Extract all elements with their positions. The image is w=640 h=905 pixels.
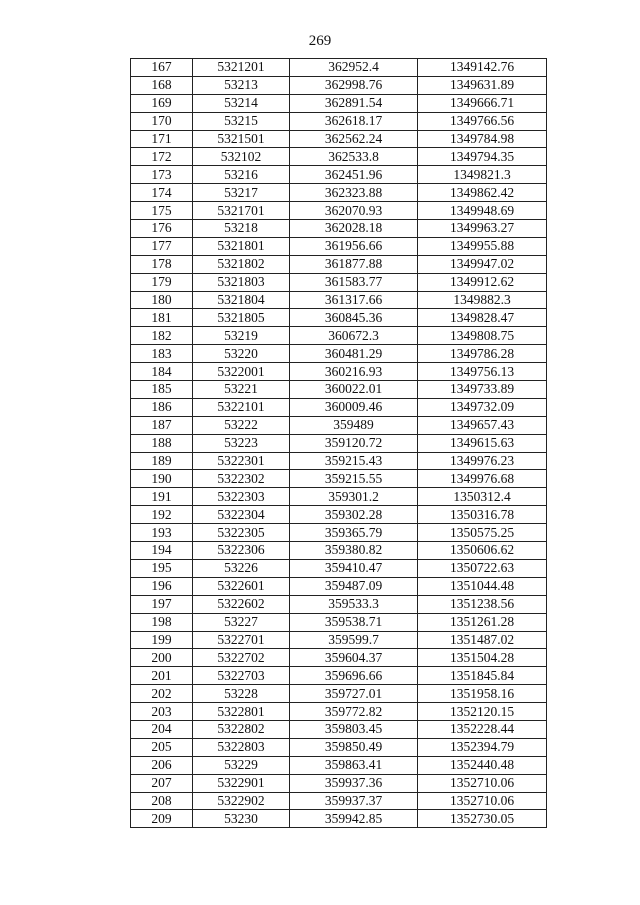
- table-row: [131, 756, 547, 774]
- row-number-cell: 168: [131, 76, 193, 94]
- point-id-cell: 5322306: [193, 542, 290, 560]
- x-coordinate-cell: 359120.72: [290, 434, 418, 452]
- x-coordinate-cell: 359942.85: [290, 810, 418, 828]
- table-row: [131, 327, 547, 345]
- x-coordinate-cell: 361956.66: [290, 237, 418, 255]
- row-number-cell: 191: [131, 488, 193, 506]
- point-id-cell: 53221: [193, 381, 290, 399]
- point-id-cell: 53220: [193, 345, 290, 363]
- x-coordinate-cell: 359365.79: [290, 524, 418, 542]
- x-coordinate-cell: 359727.01: [290, 685, 418, 703]
- x-coordinate-cell: 361317.66: [290, 291, 418, 309]
- row-number-cell: 197: [131, 595, 193, 613]
- row-number-cell: 200: [131, 649, 193, 667]
- x-coordinate-cell: 359599.7: [290, 631, 418, 649]
- table-row: [131, 434, 547, 452]
- y-coordinate-cell: 1349657.43: [418, 416, 547, 434]
- table-row: [131, 452, 547, 470]
- point-id-cell: 5322101: [193, 398, 290, 416]
- table-row: [131, 613, 547, 631]
- y-coordinate-cell: 1350722.63: [418, 559, 547, 577]
- point-id-cell: 5322901: [193, 774, 290, 792]
- point-id-cell: 5322305: [193, 524, 290, 542]
- x-coordinate-cell: 359301.2: [290, 488, 418, 506]
- x-coordinate-cell: 362070.93: [290, 202, 418, 220]
- y-coordinate-cell: 1350575.25: [418, 524, 547, 542]
- row-number-cell: 182: [131, 327, 193, 345]
- row-number-cell: 174: [131, 184, 193, 202]
- x-coordinate-cell: 359696.66: [290, 667, 418, 685]
- row-number-cell: 189: [131, 452, 193, 470]
- x-coordinate-cell: 359803.45: [290, 720, 418, 738]
- x-coordinate-cell: 359772.82: [290, 703, 418, 721]
- y-coordinate-cell: 1349976.23: [418, 452, 547, 470]
- x-coordinate-cell: 359410.47: [290, 559, 418, 577]
- point-id-cell: 5321802: [193, 255, 290, 273]
- table-row: [131, 667, 547, 685]
- table-row: [131, 381, 547, 399]
- y-coordinate-cell: 1351487.02: [418, 631, 547, 649]
- y-coordinate-cell: 1349808.75: [418, 327, 547, 345]
- x-coordinate-cell: 359533.3: [290, 595, 418, 613]
- x-coordinate-cell: 359489: [290, 416, 418, 434]
- row-number-cell: 170: [131, 112, 193, 130]
- y-coordinate-cell: 1352710.06: [418, 774, 547, 792]
- x-coordinate-cell: 359215.55: [290, 470, 418, 488]
- y-coordinate-cell: 1350316.78: [418, 506, 547, 524]
- point-id-cell: 5322803: [193, 738, 290, 756]
- table-row: [131, 255, 547, 273]
- table-row: [131, 649, 547, 667]
- row-number-cell: 177: [131, 237, 193, 255]
- point-id-cell: 5322303: [193, 488, 290, 506]
- x-coordinate-cell: 360481.29: [290, 345, 418, 363]
- x-coordinate-cell: 362533.8: [290, 148, 418, 166]
- table-row: [131, 685, 547, 703]
- row-number-cell: 187: [131, 416, 193, 434]
- table-row: [131, 416, 547, 434]
- y-coordinate-cell: 1349786.28: [418, 345, 547, 363]
- y-coordinate-cell: 1351958.16: [418, 685, 547, 703]
- x-coordinate-cell: 359604.37: [290, 649, 418, 667]
- row-number-cell: 193: [131, 524, 193, 542]
- y-coordinate-cell: 1351044.48: [418, 577, 547, 595]
- table-row: [131, 220, 547, 238]
- y-coordinate-cell: 1349733.89: [418, 381, 547, 399]
- row-number-cell: 173: [131, 166, 193, 184]
- x-coordinate-cell: 359538.71: [290, 613, 418, 631]
- row-number-cell: 198: [131, 613, 193, 631]
- x-coordinate-cell: 362891.54: [290, 94, 418, 112]
- point-id-cell: 5322701: [193, 631, 290, 649]
- x-coordinate-cell: 361583.77: [290, 273, 418, 291]
- row-number-cell: 190: [131, 470, 193, 488]
- row-number-cell: 205: [131, 738, 193, 756]
- point-id-cell: 532102: [193, 148, 290, 166]
- y-coordinate-cell: 1349912.62: [418, 273, 547, 291]
- table-row: [131, 112, 547, 130]
- page-number: 269: [308, 33, 332, 49]
- table-row: [131, 166, 547, 184]
- x-coordinate-cell: 362952.4: [290, 59, 418, 77]
- table-body: [131, 59, 547, 828]
- table-row: [131, 309, 547, 327]
- point-id-cell: 53229: [193, 756, 290, 774]
- y-coordinate-cell: 1349142.76: [418, 59, 547, 77]
- point-id-cell: 53222: [193, 416, 290, 434]
- point-id-cell: 5322001: [193, 363, 290, 381]
- point-id-cell: 5321201: [193, 59, 290, 77]
- row-number-cell: 171: [131, 130, 193, 148]
- x-coordinate-cell: 359937.36: [290, 774, 418, 792]
- x-coordinate-cell: 362028.18: [290, 220, 418, 238]
- table-row: [131, 273, 547, 291]
- table-row: [131, 59, 547, 77]
- row-number-cell: 180: [131, 291, 193, 309]
- table-row: [131, 738, 547, 756]
- point-id-cell: 53219: [193, 327, 290, 345]
- y-coordinate-cell: 1349794.35: [418, 148, 547, 166]
- coordinates-table: [130, 58, 547, 828]
- table-row: [131, 202, 547, 220]
- y-coordinate-cell: 1351504.28: [418, 649, 547, 667]
- y-coordinate-cell: 1352730.05: [418, 810, 547, 828]
- point-id-cell: 5321501: [193, 130, 290, 148]
- table-row: [131, 184, 547, 202]
- x-coordinate-cell: 362451.96: [290, 166, 418, 184]
- point-id-cell: 53213: [193, 76, 290, 94]
- y-coordinate-cell: 1349732.09: [418, 398, 547, 416]
- x-coordinate-cell: 362323.88: [290, 184, 418, 202]
- y-coordinate-cell: 1349784.98: [418, 130, 547, 148]
- point-id-cell: 53228: [193, 685, 290, 703]
- y-coordinate-cell: 1349615.63: [418, 434, 547, 452]
- table-row: [131, 810, 547, 828]
- row-number-cell: 194: [131, 542, 193, 560]
- x-coordinate-cell: 360216.93: [290, 363, 418, 381]
- point-id-cell: 5322302: [193, 470, 290, 488]
- row-number-cell: 175: [131, 202, 193, 220]
- x-coordinate-cell: 362562.24: [290, 130, 418, 148]
- y-coordinate-cell: 1349821.3: [418, 166, 547, 184]
- x-coordinate-cell: 359850.49: [290, 738, 418, 756]
- row-number-cell: 192: [131, 506, 193, 524]
- table-row: [131, 398, 547, 416]
- table-row: [131, 76, 547, 94]
- point-id-cell: 53226: [193, 559, 290, 577]
- table-row: [131, 792, 547, 810]
- point-id-cell: 53215: [193, 112, 290, 130]
- row-number-cell: 167: [131, 59, 193, 77]
- table-row: [131, 542, 547, 560]
- x-coordinate-cell: 359937.37: [290, 792, 418, 810]
- table-row: [131, 631, 547, 649]
- x-coordinate-cell: 362618.17: [290, 112, 418, 130]
- row-number-cell: 183: [131, 345, 193, 363]
- point-id-cell: 5322304: [193, 506, 290, 524]
- point-id-cell: 53218: [193, 220, 290, 238]
- point-id-cell: 53214: [193, 94, 290, 112]
- x-coordinate-cell: 359215.43: [290, 452, 418, 470]
- y-coordinate-cell: 1352394.79: [418, 738, 547, 756]
- table-row: [131, 291, 547, 309]
- point-id-cell: 5321805: [193, 309, 290, 327]
- y-coordinate-cell: 1349631.89: [418, 76, 547, 94]
- y-coordinate-cell: 1352440.48: [418, 756, 547, 774]
- point-id-cell: 53216: [193, 166, 290, 184]
- row-number-cell: 178: [131, 255, 193, 273]
- table-row: [131, 488, 547, 506]
- point-id-cell: 5322801: [193, 703, 290, 721]
- point-id-cell: 5322902: [193, 792, 290, 810]
- table-row: [131, 470, 547, 488]
- point-id-cell: 5322702: [193, 649, 290, 667]
- table-row: [131, 148, 547, 166]
- x-coordinate-cell: 360672.3: [290, 327, 418, 345]
- row-number-cell: 186: [131, 398, 193, 416]
- point-id-cell: 53223: [193, 434, 290, 452]
- x-coordinate-cell: 361877.88: [290, 255, 418, 273]
- table-row: [131, 94, 547, 112]
- point-id-cell: 5322601: [193, 577, 290, 595]
- table-row: [131, 524, 547, 542]
- point-id-cell: 5322301: [193, 452, 290, 470]
- point-id-cell: 5321801: [193, 237, 290, 255]
- x-coordinate-cell: 362998.76: [290, 76, 418, 94]
- row-number-cell: 185: [131, 381, 193, 399]
- table-row: [131, 720, 547, 738]
- table-row: [131, 577, 547, 595]
- point-id-cell: 5321701: [193, 202, 290, 220]
- x-coordinate-cell: 359302.28: [290, 506, 418, 524]
- point-id-cell: 53230: [193, 810, 290, 828]
- x-coordinate-cell: 360022.01: [290, 381, 418, 399]
- point-id-cell: 5322802: [193, 720, 290, 738]
- row-number-cell: 188: [131, 434, 193, 452]
- y-coordinate-cell: 1350606.62: [418, 542, 547, 560]
- y-coordinate-cell: 1350312.4: [418, 488, 547, 506]
- row-number-cell: 176: [131, 220, 193, 238]
- row-number-cell: 199: [131, 631, 193, 649]
- table-row: [131, 506, 547, 524]
- table-row: [131, 595, 547, 613]
- row-number-cell: 179: [131, 273, 193, 291]
- y-coordinate-cell: 1349955.88: [418, 237, 547, 255]
- x-coordinate-cell: 360845.36: [290, 309, 418, 327]
- point-id-cell: 5321803: [193, 273, 290, 291]
- table-row: [131, 703, 547, 721]
- y-coordinate-cell: 1352120.15: [418, 703, 547, 721]
- y-coordinate-cell: 1351238.56: [418, 595, 547, 613]
- y-coordinate-cell: 1352228.44: [418, 720, 547, 738]
- y-coordinate-cell: 1349976.68: [418, 470, 547, 488]
- row-number-cell: 172: [131, 148, 193, 166]
- table-row: [131, 559, 547, 577]
- table-row: [131, 345, 547, 363]
- row-number-cell: 195: [131, 559, 193, 577]
- row-number-cell: 204: [131, 720, 193, 738]
- point-id-cell: 5322703: [193, 667, 290, 685]
- point-id-cell: 5322602: [193, 595, 290, 613]
- y-coordinate-cell: 1349756.13: [418, 363, 547, 381]
- row-number-cell: 209: [131, 810, 193, 828]
- table-row: [131, 237, 547, 255]
- point-id-cell: 5321804: [193, 291, 290, 309]
- x-coordinate-cell: 359380.82: [290, 542, 418, 560]
- row-number-cell: 206: [131, 756, 193, 774]
- y-coordinate-cell: 1349766.56: [418, 112, 547, 130]
- y-coordinate-cell: 1349963.27: [418, 220, 547, 238]
- row-number-cell: 181: [131, 309, 193, 327]
- table-row: [131, 363, 547, 381]
- y-coordinate-cell: 1349828.47: [418, 309, 547, 327]
- point-id-cell: 53217: [193, 184, 290, 202]
- y-coordinate-cell: 1351845.84: [418, 667, 547, 685]
- x-coordinate-cell: 360009.46: [290, 398, 418, 416]
- row-number-cell: 203: [131, 703, 193, 721]
- row-number-cell: 196: [131, 577, 193, 595]
- row-number-cell: 169: [131, 94, 193, 112]
- y-coordinate-cell: 1349882.3: [418, 291, 547, 309]
- point-id-cell: 53227: [193, 613, 290, 631]
- table-row: [131, 774, 547, 792]
- y-coordinate-cell: 1349862.42: [418, 184, 547, 202]
- row-number-cell: 202: [131, 685, 193, 703]
- x-coordinate-cell: 359487.09: [290, 577, 418, 595]
- row-number-cell: 207: [131, 774, 193, 792]
- y-coordinate-cell: 1349666.71: [418, 94, 547, 112]
- row-number-cell: 184: [131, 363, 193, 381]
- row-number-cell: 208: [131, 792, 193, 810]
- table-row: [131, 130, 547, 148]
- x-coordinate-cell: 359863.41: [290, 756, 418, 774]
- y-coordinate-cell: 1351261.28: [418, 613, 547, 631]
- row-number-cell: 201: [131, 667, 193, 685]
- y-coordinate-cell: 1349948.69: [418, 202, 547, 220]
- y-coordinate-cell: 1352710.06: [418, 792, 547, 810]
- y-coordinate-cell: 1349947.02: [418, 255, 547, 273]
